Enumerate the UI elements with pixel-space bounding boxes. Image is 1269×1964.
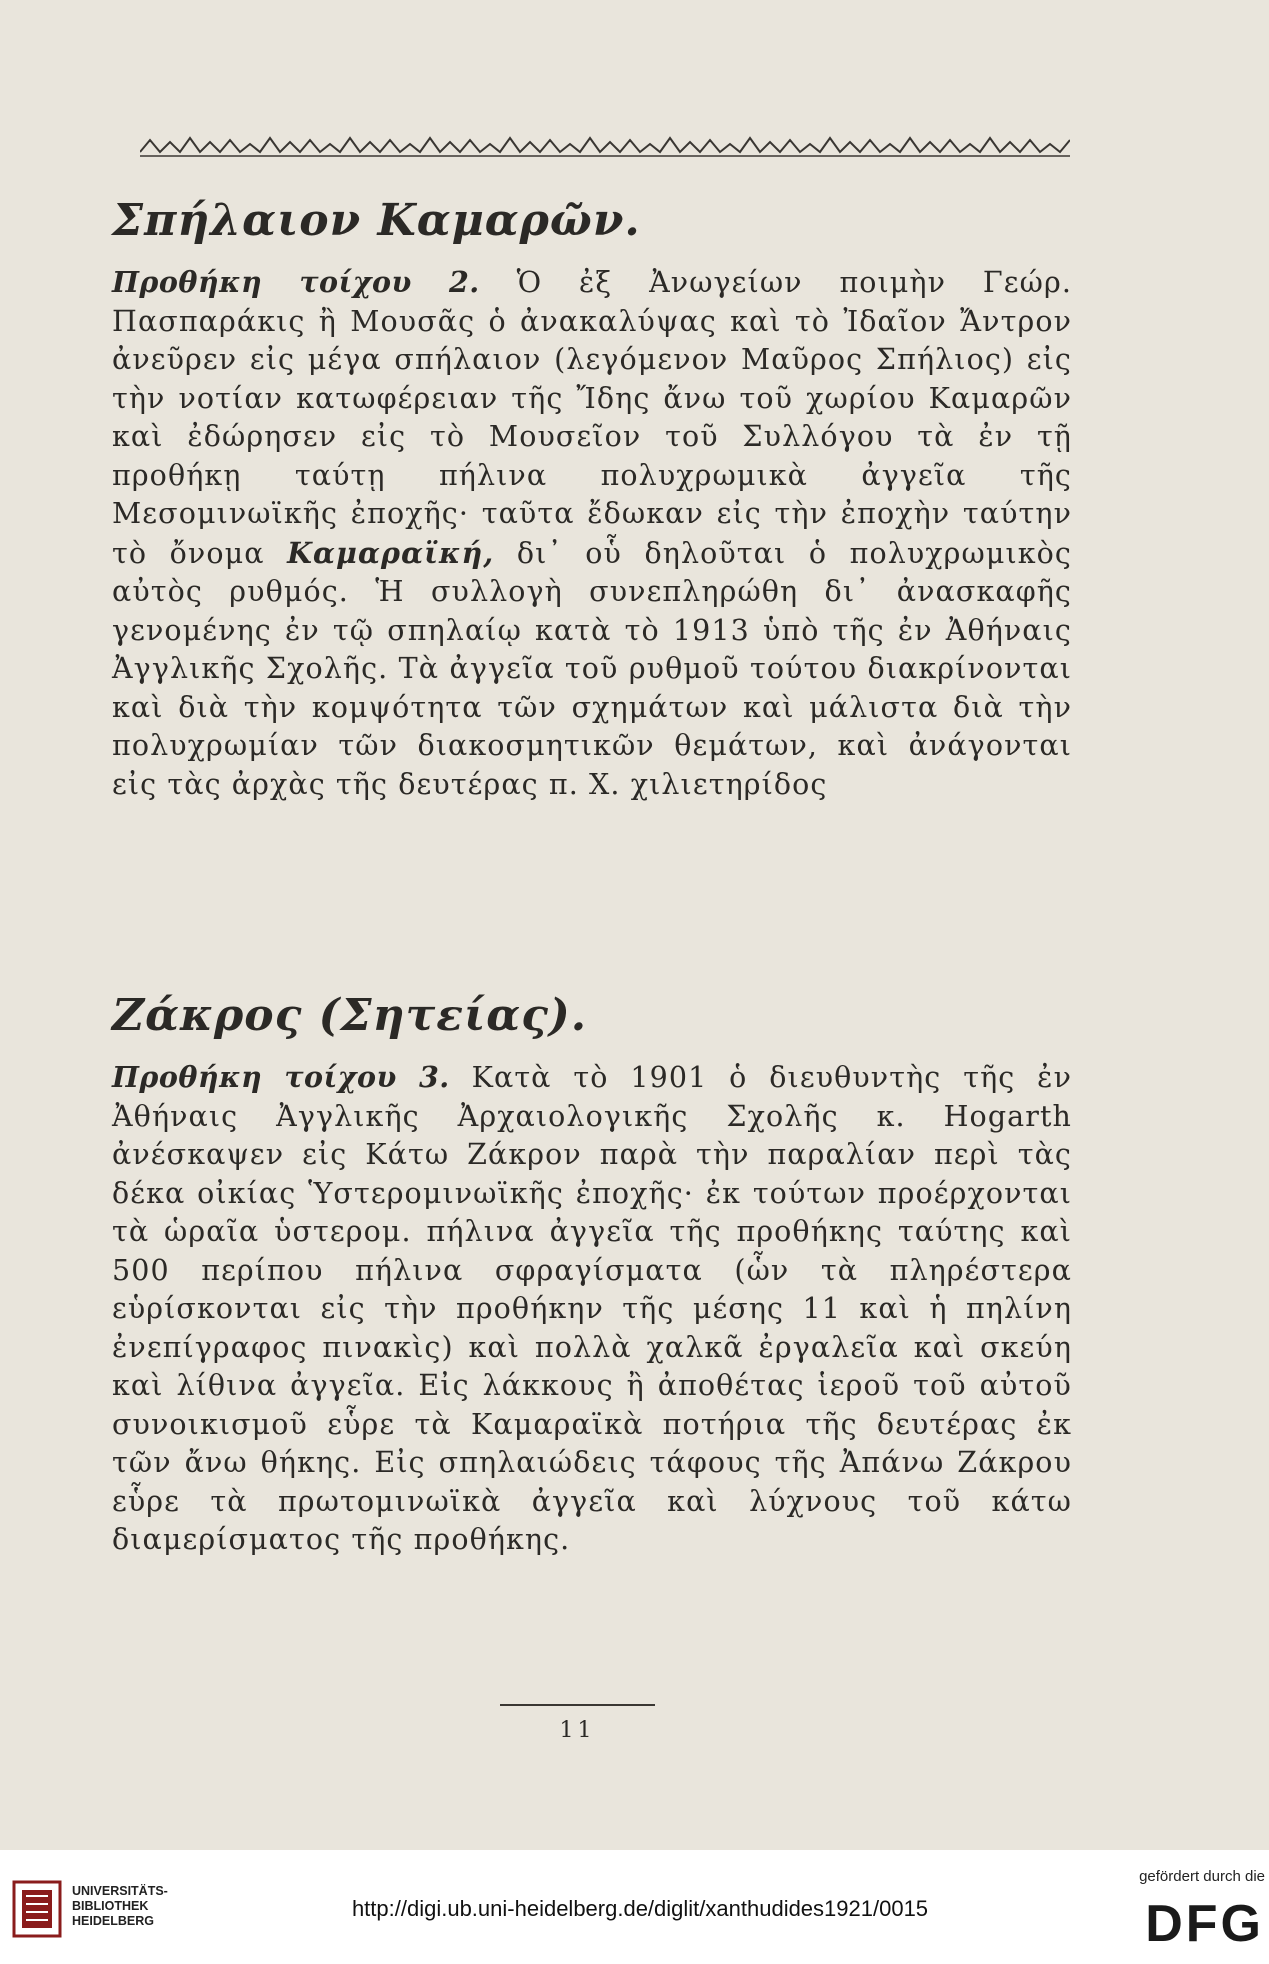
decorative-border-ornament: [140, 130, 1070, 160]
section-heading-zakros: Ζάκρος (Σητείας).: [112, 990, 588, 1041]
page-number: 11: [559, 1718, 596, 1743]
paragraph-text: Ὁ ἐξ Ἀνωγείων ποιμὴν Γεώρ. Πασπαράκις ἢ Μουσᾶς ὁ ἀνακαλύψας καὶ τὸ Ἰδαῖον Ἄντρον ἀνεῦρεν εἰς μέγα σπήλαιον (λεγόμενον Μαῦρος Σπήλιος) εἰς τὴν νοτίαν κατωφέρειαν τῆς Ἴδης ἄνω τοῦ χωρίου Καμαρῶν καὶ ἐδώρησεν εἰς τὸ Μουσεῖον τοῦ Συλλόγου τὰ ἐν τῇ προθήκῃ ταύτῃ πήλινα πολυχρωμικὰ ἀγγεῖα τῆς Μεσομινωϊκῆς ἐποχῆς· ταῦτα ἔδωκαν εἰς τὴν ἐποχὴν ταύτην τὸ ὄνομα: [112, 266, 1072, 570]
library-name: UNIVERSITÄTS- BIBLIOTHEK HEIDELBERG: [72, 1884, 168, 1928]
library-logo-icon: [12, 1880, 62, 1938]
paragraph-text: δι᾽ οὗ δηλοῦται ὁ πολυχρωμικὸς αὐτὸς ρυθμός. Ἡ συλλογὴ συνεπληρώθη δι᾽ ἀνασκαφῆς γενομένης ἐν τῷ σπηλαίῳ κατὰ τὸ 1913 ὑπὸ τῆς ἐν Ἀθήναις Ἀγγλικῆς Σχολῆς. Τὰ ἀγγεῖα τοῦ ρυθμοῦ τούτου διακρίνονται καὶ διὰ τὴν κομψότητα τῶν σχημάτων καὶ μάλιστα διὰ τὴν πολυχρωμίαν τῶν διακοσμητικῶν θεμάτων, καὶ ἀνάγονται εἰς τὰς ἀρχὰς τῆς δευτέρας π. Χ. χιλιετηρίδος: [112, 536, 1072, 801]
emphasized-term: Καμαραϊκή,: [287, 535, 495, 570]
permalink-url[interactable]: http://digi.ub.uni-heidelberg.de/diglit/xanthudides1921/0015: [351, 1896, 929, 1921]
paragraph-text: Κατὰ τὸ 1901 ὁ διευθυντὴς τῆς ἐν Ἀθήναις Ἀγγλικῆς Ἀρχαιολογικῆς Σχολῆς κ. Hogarth ἀνέσκαψεν εἰς Κάτω Ζάκρον παρὰ τὴν παραλίαν περὶ τὰς δέκα οἰκίας Ὑστερομινωϊκῆς ἐποχῆς· ἐκ τούτων προέρχονται τὰ ὡραῖα ὑστερομ. πήλινα ἀγγεῖα τῆς προθήκης ταύτης καὶ 500 περίπου πήλινα σφραγίσματα (ὧν τὰ πληρέστερα εὑρίσκονται εἰς τὴν προθήκην τῆς μέσης 11 καὶ ἡ πηλίνη ἐνεπίγραφος πινακὶς) καὶ πολλὰ χαλκᾶ ἐργαλεῖα καὶ σκεύη καὶ λίθινα ἀγγεῖα. Εἰς λάκκους ἢ ἀποθέτας ἱεροῦ τοῦ αὐτοῦ συνοικισμοῦ εὗρε τὰ Καμαραϊκὰ ποτήρια τῆς δευτέρας ἐκ τῶν ἄνω θήκης. Εἰς σπηλαιώδεις τάφους τῆς Ἀπάνω Ζάκρου εὗρε τὰ πρωτομινωϊκὰ ἀγγεῖα καὶ λύχνους τοῦ κάτω διαμερίσματος τῆς προθήκης.: [112, 1061, 1072, 1556]
dfg-logo: DFG: [1145, 1895, 1264, 1953]
page-number-rule: [500, 1704, 655, 1706]
case-label-2: Προθήκη τοίχου 2.: [112, 265, 480, 299]
footer-bar: [0, 1850, 1269, 1964]
section-heading-kamares: Σπήλαιον Καμαρῶν.: [112, 195, 641, 246]
funding-note: gefördert durch die: [1139, 1868, 1265, 1885]
paragraph-zakros: [112, 1058, 1072, 1560]
paragraph-kamares: [112, 263, 1072, 804]
case-label-3: Προθήκη τοίχου 3.: [112, 1060, 450, 1094]
